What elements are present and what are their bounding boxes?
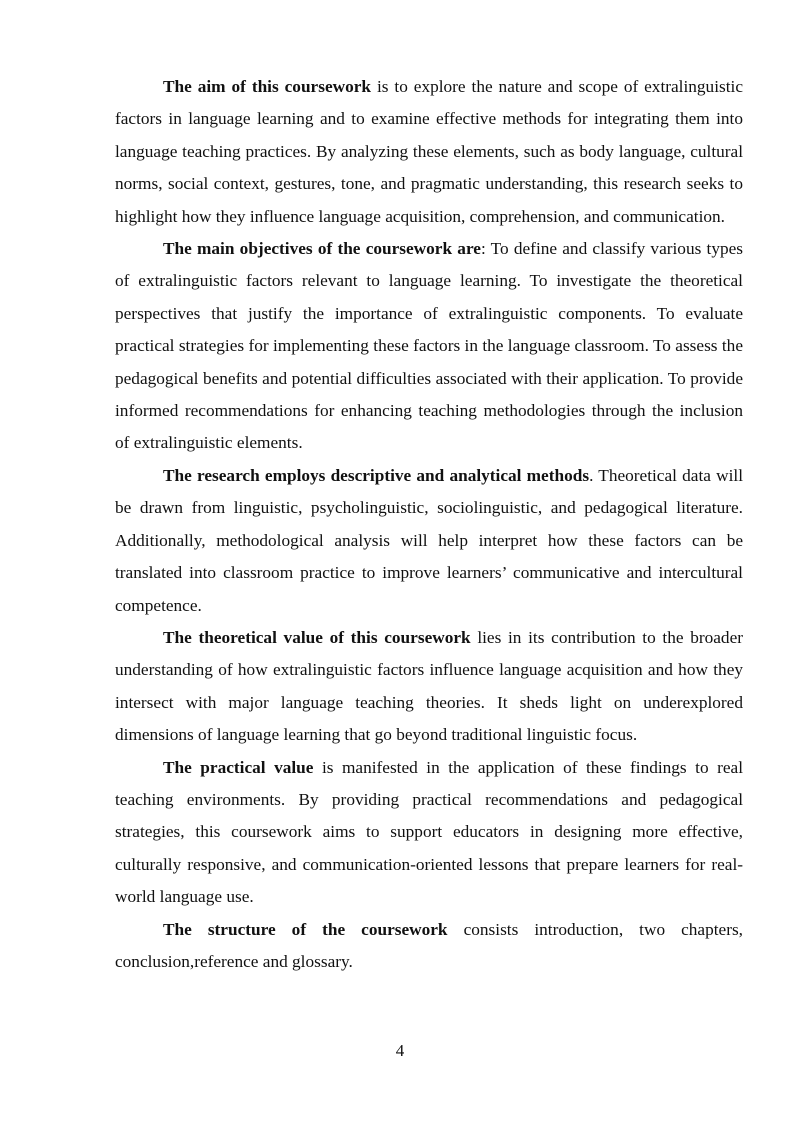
- paragraph-objectives-text: : To define and classify various types of extralinguistic factors relevant to language learning. To investigate the theoretical perspectives that justify the importance of extralinguistic components. To evaluate practical strategies for implementing these factors in the language classroom. To assess the pedagogical benefits and potential difficulties associated with their application. To provide informed recommendations for enhancing teaching methodologies through the inclusion of extralinguistic elements.: [115, 239, 743, 453]
- paragraph-aim-text: is to explore the nature and scope of extralinguistic factors in language learning and to examine effective methods for integrating them into language teaching practices. By analyzing these elements, such as body language, cultural norms, social context, gestures, tone, and pragmatic understanding, this research seeks to highlight how they influence language acquisition, comprehension, and communication.: [115, 77, 743, 226]
- paragraph-theoretical-value-text: lies in its contribution to the broader understanding of how extralinguistic factors influence language acquisition and how they intersect with major language teaching theories. It sheds light on underexplored dimensions of language learning that go beyond traditional linguistic focus.: [115, 627, 743, 745]
- paragraph-aim-lead: The aim of this coursework: [163, 77, 372, 96]
- page-number: 4: [395, 1041, 405, 1060]
- paragraph-aim: [115, 71, 743, 233]
- paragraph-theoretical-value: [115, 622, 743, 752]
- paragraph-practical-value-lead: The practical value: [163, 757, 314, 777]
- paragraph-practical-value: [115, 752, 743, 914]
- paragraph-objectives: [115, 233, 743, 460]
- paragraph-methods: [115, 460, 743, 622]
- paragraph-structure-lead: The structure of the coursework: [163, 919, 448, 939]
- paragraph-practical-value-text: is manifested in the application of these findings to real teaching environments. By providing practical recommendations and pedagogical strategies, this coursework aims to support educators in designing more effective, culturally responsive, and communication-oriented lessons that prepare learners for real-world language use.: [115, 757, 743, 907]
- paragraph-theoretical-value-lead: The theoretical value of this coursework: [163, 627, 471, 647]
- paragraph-methods-lead: The research employs descriptive and analytical methods: [163, 465, 590, 485]
- paragraph-methods-text: . Theoretical data will be drawn from linguistic, psycholinguistic, sociolinguistic, and pedagogical literature. Additionally, methodological analysis will help interpret how these factors can be translated into classroom practice to improve learners’ communicative and intercultural competence.: [115, 465, 743, 615]
- document-body: [115, 71, 743, 978]
- paragraph-structure-text: consists introduction, two chapters, conclusion,reference and glossary.: [115, 919, 743, 971]
- paragraph-structure: [115, 914, 743, 979]
- paragraph-objectives-lead: The main objectives of the coursework are: [163, 239, 481, 259]
